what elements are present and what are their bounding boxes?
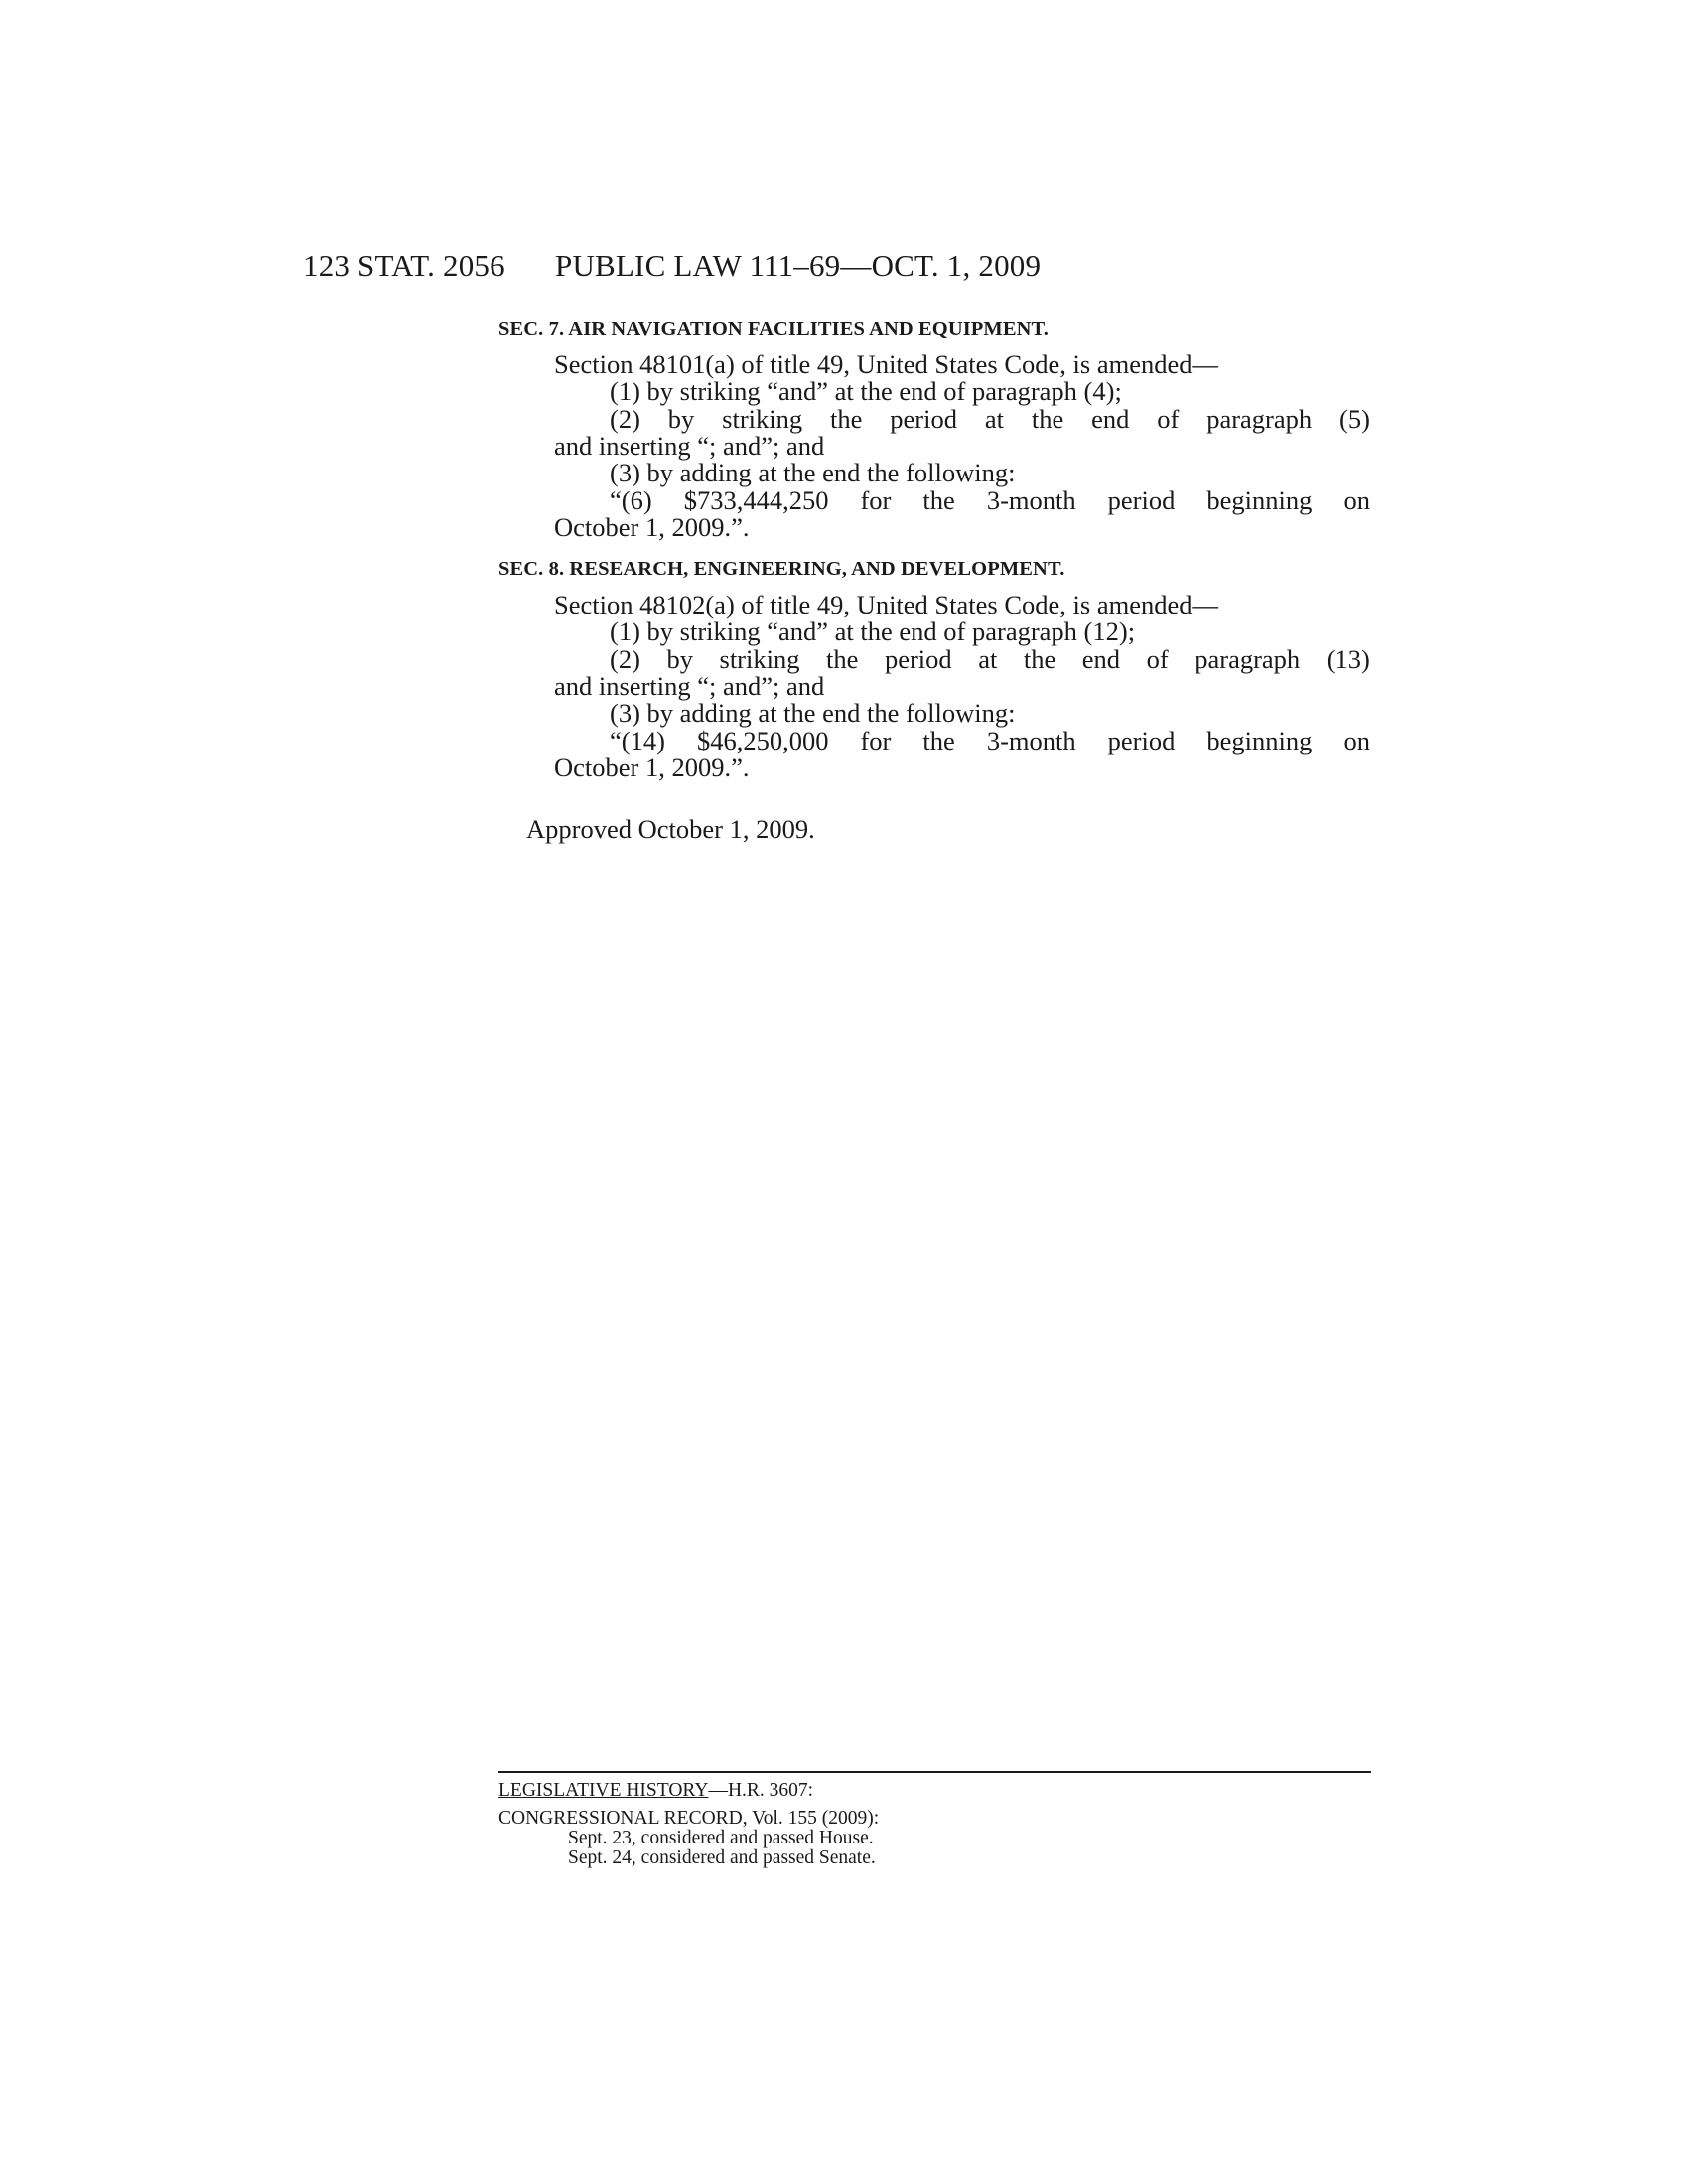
legislative-history-bill: —H.R. 3607: xyxy=(708,1780,814,1801)
section-7-item-1: (1) by striking “and” at the end of paragraph (4); xyxy=(610,376,1122,406)
justified-word: 3-month xyxy=(986,726,1076,755)
footnote-divider xyxy=(498,1771,1371,1773)
justified-word: for xyxy=(860,485,892,515)
justified-word: by xyxy=(667,404,695,434)
justified-word: the xyxy=(830,404,863,434)
justified-word: paragraph xyxy=(1206,404,1313,434)
justified-word: paragraph xyxy=(1195,644,1301,674)
justified-word: on xyxy=(1343,485,1370,515)
justified-word: “(14) xyxy=(610,726,665,755)
justified-word: “(6) xyxy=(610,485,652,515)
section-8-intro: Section 48102(a) of title 49, United States Code, is amended— xyxy=(554,590,1218,619)
section-7-item-2-line xyxy=(610,406,1370,434)
statute-page-number: 123 STAT. 2056 xyxy=(303,248,505,283)
section-7-item-2-continuation: and inserting “; and”; and xyxy=(554,431,825,461)
congressional-record-line: CONGRESSIONAL RECORD, Vol. 155 (2009): xyxy=(498,1808,880,1829)
section-7-quoted-paragraph-line xyxy=(610,487,1370,515)
justified-word: at xyxy=(984,404,1004,434)
justified-word: striking xyxy=(722,404,803,434)
justified-word: at xyxy=(978,644,998,674)
justified-word: period xyxy=(890,404,957,434)
justified-word: beginning xyxy=(1206,485,1313,515)
section-8-heading: SEC. 8. RESEARCH, ENGINEERING, AND DEVELOPMENT. xyxy=(498,558,1065,580)
justified-word: of xyxy=(1146,644,1169,674)
justified-word: (5) xyxy=(1339,404,1370,434)
justified-word: the xyxy=(922,726,955,755)
justified-word: of xyxy=(1157,404,1180,434)
justified-word: by xyxy=(666,644,693,674)
justified-word: end xyxy=(1091,404,1130,434)
section-8-item-3: (3) by adding at the end the following: xyxy=(610,698,1016,728)
justified-word: period xyxy=(884,644,952,674)
approval-date: Approved October 1, 2009. xyxy=(526,814,815,844)
section-8-quoted-paragraph-continuation: October 1, 2009.”. xyxy=(554,752,750,782)
justified-word: (2) xyxy=(610,644,640,674)
justified-word: for xyxy=(860,726,892,755)
legislative-history-title: LEGISLATIVE HISTORY xyxy=(498,1780,709,1801)
section-8-item-2-continuation: and inserting “; and”; and xyxy=(554,671,825,701)
justified-word: the xyxy=(922,485,955,515)
justified-word: (13) xyxy=(1326,644,1370,674)
history-entry-senate: Sept. 24, considered and passed Senate. xyxy=(568,1847,876,1868)
legislative-history-heading xyxy=(498,1781,813,1801)
justified-word: $733,444,250 xyxy=(683,485,829,515)
justified-word: period xyxy=(1107,485,1176,515)
history-entry-house: Sept. 23, considered and passed House. xyxy=(568,1828,874,1848)
section-8-quoted-paragraph-line xyxy=(610,728,1370,755)
justified-word: $46,250,000 xyxy=(696,726,829,755)
justified-word: 3-month xyxy=(986,485,1076,515)
section-8-item-2-line xyxy=(610,646,1370,674)
justified-word: on xyxy=(1343,726,1370,755)
justified-word: beginning xyxy=(1206,726,1313,755)
justified-word: the xyxy=(826,644,859,674)
justified-word: the xyxy=(1023,644,1056,674)
justified-word: (2) xyxy=(610,404,640,434)
justified-word: striking xyxy=(719,644,800,674)
justified-word: end xyxy=(1081,644,1121,674)
section-7-heading: SEC. 7. AIR NAVIGATION FACILITIES AND EQUIPMENT. xyxy=(498,318,1050,340)
section-7-intro: Section 48101(a) of title 49, United States Code, is amended— xyxy=(554,349,1218,379)
public-law-running-head: PUBLIC LAW 111–69—OCT. 1, 2009 xyxy=(555,248,1042,283)
section-8-item-1: (1) by striking “and” at the end of paragraph (12); xyxy=(610,616,1136,646)
justified-word: the xyxy=(1031,404,1064,434)
section-7-item-3: (3) by adding at the end the following: xyxy=(610,458,1016,487)
section-7-quoted-paragraph-continuation: October 1, 2009.”. xyxy=(554,512,750,542)
justified-word: period xyxy=(1107,726,1176,755)
